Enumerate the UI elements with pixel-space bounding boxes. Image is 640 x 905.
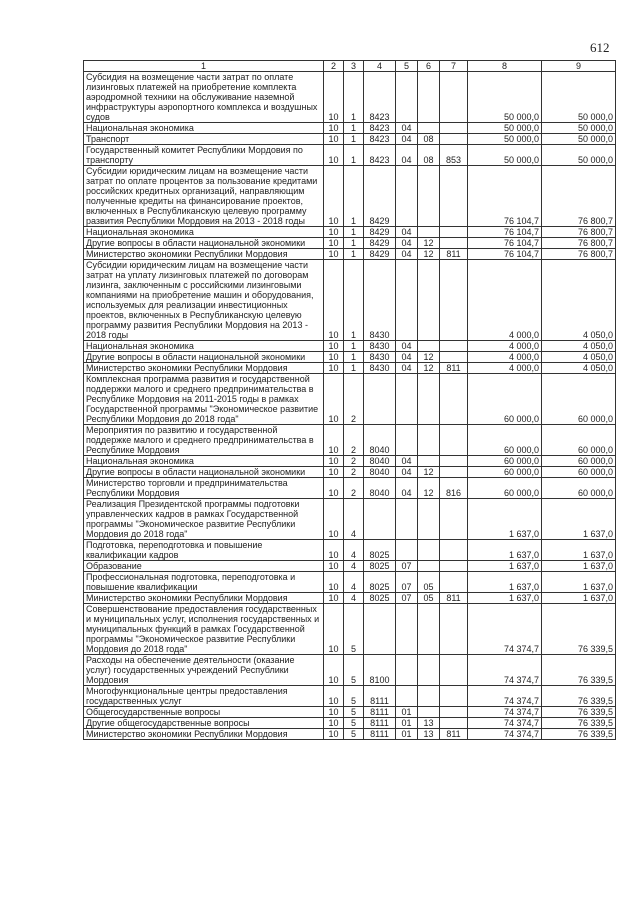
section-cell: 04 — [396, 123, 418, 134]
subsection-cell — [418, 540, 440, 561]
program-code-cell: 10 — [324, 707, 344, 718]
table-header-row — [84, 61, 616, 72]
ministry-code-cell — [440, 655, 468, 686]
table-row — [84, 72, 616, 123]
subsection-cell: 12 — [418, 467, 440, 478]
subsection-cell — [418, 374, 440, 425]
row-name-cell: Министерство экономики Республики Мордовия — [84, 729, 324, 740]
program-code-cell: 10 — [324, 561, 344, 572]
subsection-cell: 12 — [418, 478, 440, 499]
amount-year2-cell: 50 000,0 — [542, 72, 616, 123]
table-row — [84, 604, 616, 655]
subsection-cell: 13 — [418, 729, 440, 740]
row-name-cell: Субсидия на возмещение части затрат по оплате лизинговых платежей на приобретение комплекта аэродромной техники на обслуживание наземной инфраструктуры аэропортного комплекса и воздушных судов — [84, 72, 324, 123]
program-code-cell: 10 — [324, 123, 344, 134]
program-code-cell: 10 — [324, 467, 344, 478]
section-cell: 01 — [396, 707, 418, 718]
row-name-cell: Министерство экономики Республики Мордовия — [84, 593, 324, 604]
ministry-code-cell — [440, 572, 468, 593]
ministry-code-cell: 853 — [440, 145, 468, 166]
table-row — [84, 655, 616, 686]
ministry-code-cell — [440, 352, 468, 363]
section-cell — [396, 499, 418, 540]
amount-year1-cell: 74 374,7 — [468, 655, 542, 686]
subsection-cell — [418, 707, 440, 718]
ministry-code-cell — [440, 134, 468, 145]
program-code-cell: 10 — [324, 604, 344, 655]
subsection-cell — [418, 561, 440, 572]
section-cell: 04 — [396, 341, 418, 352]
amount-year2-cell: 60 000,0 — [542, 425, 616, 456]
target-code-cell: 8429 — [364, 227, 396, 238]
subprogram-code-cell: 5 — [344, 729, 364, 740]
subprogram-code-cell: 5 — [344, 718, 364, 729]
ministry-code-cell — [440, 499, 468, 540]
row-name-cell: Профессиональная подготовка, переподготовка и повышение квалификации — [84, 572, 324, 593]
program-code-cell: 10 — [324, 260, 344, 341]
program-code-cell: 10 — [324, 593, 344, 604]
ministry-code-cell — [440, 341, 468, 352]
amount-year2-cell: 50 000,0 — [542, 145, 616, 166]
section-cell: 07 — [396, 561, 418, 572]
amount-year1-cell: 1 637,0 — [468, 561, 542, 572]
target-code-cell: 8111 — [364, 686, 396, 707]
header-cell: 6 — [418, 61, 440, 72]
ministry-code-cell — [440, 425, 468, 456]
section-cell: 04 — [396, 134, 418, 145]
row-name-cell: Государственный комитет Республики Мордовия по транспорту — [84, 145, 324, 166]
section-cell — [396, 260, 418, 341]
ministry-code-cell — [440, 238, 468, 249]
amount-year1-cell: 4 000,0 — [468, 352, 542, 363]
program-code-cell: 10 — [324, 72, 344, 123]
amount-year2-cell: 60 000,0 — [542, 478, 616, 499]
section-cell — [396, 166, 418, 227]
table-row — [84, 363, 616, 374]
section-cell — [396, 540, 418, 561]
subsection-cell — [418, 72, 440, 123]
amount-year2-cell: 60 000,0 — [542, 467, 616, 478]
subsection-cell: 12 — [418, 249, 440, 260]
section-cell — [396, 655, 418, 686]
subprogram-code-cell: 1 — [344, 352, 364, 363]
program-code-cell: 10 — [324, 166, 344, 227]
amount-year1-cell: 60 000,0 — [468, 478, 542, 499]
subsection-cell — [418, 425, 440, 456]
subsection-cell: 12 — [418, 352, 440, 363]
amount-year2-cell: 76 800,7 — [542, 249, 616, 260]
subprogram-code-cell: 2 — [344, 456, 364, 467]
amount-year2-cell: 1 637,0 — [542, 540, 616, 561]
amount-year1-cell: 60 000,0 — [468, 374, 542, 425]
row-name-cell: Другие вопросы в области национальной экономики — [84, 467, 324, 478]
ministry-code-cell — [440, 166, 468, 227]
amount-year1-cell: 50 000,0 — [468, 72, 542, 123]
section-cell — [396, 374, 418, 425]
target-code-cell: 8025 — [364, 561, 396, 572]
table-row — [84, 123, 616, 134]
row-name-cell: Национальная экономика — [84, 341, 324, 352]
subsection-cell: 08 — [418, 145, 440, 166]
section-cell: 07 — [396, 593, 418, 604]
table-row — [84, 249, 616, 260]
amount-year1-cell: 50 000,0 — [468, 123, 542, 134]
section-cell — [396, 72, 418, 123]
row-name-cell: Министерство экономики Республики Мордовия — [84, 363, 324, 374]
amount-year2-cell: 76 339,5 — [542, 655, 616, 686]
row-name-cell: Расходы на обеспечение деятельности (оказание услуг) государственных учреждений Республики Мордовия — [84, 655, 324, 686]
subsection-cell: 12 — [418, 363, 440, 374]
subsection-cell — [418, 604, 440, 655]
amount-year2-cell: 4 050,0 — [542, 341, 616, 352]
subsection-cell — [418, 655, 440, 686]
target-code-cell — [364, 374, 396, 425]
table-row — [84, 341, 616, 352]
row-name-cell: Национальная экономика — [84, 123, 324, 134]
target-code-cell: 8430 — [364, 363, 396, 374]
ministry-code-cell — [440, 718, 468, 729]
table-row — [84, 227, 616, 238]
section-cell: 04 — [396, 456, 418, 467]
target-code-cell: 8040 — [364, 478, 396, 499]
section-cell: 04 — [396, 352, 418, 363]
table-row — [84, 729, 616, 740]
section-cell: 04 — [396, 363, 418, 374]
amount-year2-cell: 60 000,0 — [542, 456, 616, 467]
amount-year1-cell: 74 374,7 — [468, 604, 542, 655]
subprogram-code-cell: 4 — [344, 561, 364, 572]
table-row — [84, 499, 616, 540]
ministry-code-cell: 811 — [440, 729, 468, 740]
ministry-code-cell — [440, 561, 468, 572]
row-name-cell: Многофункциональные центры предоставления государственных услуг — [84, 686, 324, 707]
row-name-cell: Транспорт — [84, 134, 324, 145]
subprogram-code-cell: 2 — [344, 478, 364, 499]
program-code-cell: 10 — [324, 540, 344, 561]
amount-year2-cell: 4 050,0 — [542, 352, 616, 363]
ministry-code-cell — [440, 686, 468, 707]
subsection-cell — [418, 260, 440, 341]
target-code-cell: 8429 — [364, 166, 396, 227]
subsection-cell: 05 — [418, 593, 440, 604]
subprogram-code-cell: 1 — [344, 123, 364, 134]
target-code-cell: 8423 — [364, 72, 396, 123]
subprogram-code-cell: 1 — [344, 260, 364, 341]
table-row — [84, 166, 616, 227]
subsection-cell: 13 — [418, 718, 440, 729]
amount-year1-cell: 4 000,0 — [468, 260, 542, 341]
amount-year1-cell: 1 637,0 — [468, 593, 542, 604]
header-cell: 1 — [84, 61, 324, 72]
target-code-cell: 8423 — [364, 145, 396, 166]
target-code-cell: 8429 — [364, 238, 396, 249]
amount-year1-cell: 76 104,7 — [468, 238, 542, 249]
amount-year1-cell: 1 637,0 — [468, 572, 542, 593]
subprogram-code-cell: 4 — [344, 572, 364, 593]
section-cell: 04 — [396, 238, 418, 249]
section-cell: 04 — [396, 227, 418, 238]
program-code-cell: 10 — [324, 134, 344, 145]
target-code-cell — [364, 604, 396, 655]
table-row — [84, 467, 616, 478]
amount-year1-cell: 60 000,0 — [468, 456, 542, 467]
ministry-code-cell — [440, 467, 468, 478]
table-row — [84, 707, 616, 718]
program-code-cell: 10 — [324, 572, 344, 593]
header-cell: 3 — [344, 61, 364, 72]
amount-year1-cell: 74 374,7 — [468, 718, 542, 729]
section-cell: 04 — [396, 478, 418, 499]
header-cell: 2 — [324, 61, 344, 72]
row-name-cell: Мероприятия по развитию и государственной поддержке малого и среднего предпринимательства в Республике Мордовия — [84, 425, 324, 456]
program-code-cell: 10 — [324, 686, 344, 707]
program-code-cell: 10 — [324, 425, 344, 456]
ministry-code-cell — [440, 374, 468, 425]
ministry-code-cell — [440, 604, 468, 655]
table-row — [84, 478, 616, 499]
program-code-cell: 10 — [324, 718, 344, 729]
row-name-cell: Субсидии юридическим лицам на возмещение части затрат на уплату лизинговых платежей по договорам лизинга, заключенным с российскими лизинговыми компаниями на приобретение машин и оборудования, используемых для реализации инвестиционных проектов, включенных в Республиканскую целевую программу развития Республики Мордовия на 2013 - 2018 годы — [84, 260, 324, 341]
program-code-cell: 10 — [324, 729, 344, 740]
row-name-cell: Образование — [84, 561, 324, 572]
ministry-code-cell — [440, 260, 468, 341]
amount-year1-cell: 74 374,7 — [468, 729, 542, 740]
table-row — [84, 718, 616, 729]
program-code-cell: 10 — [324, 341, 344, 352]
amount-year1-cell: 76 104,7 — [468, 227, 542, 238]
target-code-cell: 8430 — [364, 341, 396, 352]
ministry-code-cell — [440, 707, 468, 718]
table-row — [84, 260, 616, 341]
row-name-cell: Субсидии юридическим лицам на возмещение части затрат по оплате процентов за пользование кредитами российских кредитных организаций, направляющим полученные кредиты на финансирование проектов, включенных в Республиканскую целевую программу развития Республики Мордовия на 2013 - 2018 годы — [84, 166, 324, 227]
subprogram-code-cell: 1 — [344, 72, 364, 123]
table-row — [84, 145, 616, 166]
table-row — [84, 593, 616, 604]
subprogram-code-cell: 1 — [344, 134, 364, 145]
program-code-cell: 10 — [324, 145, 344, 166]
amount-year1-cell: 74 374,7 — [468, 707, 542, 718]
subprogram-code-cell: 4 — [344, 540, 364, 561]
row-name-cell: Совершенствование предоставления государственных и муниципальных услуг, исполнения государственных и муниципальных функций в рамках Государственной программы "Экономическое развитие Республики Мордовия до 2018 года" — [84, 604, 324, 655]
table-row — [84, 352, 616, 363]
program-code-cell: 10 — [324, 352, 344, 363]
amount-year1-cell: 1 637,0 — [468, 499, 542, 540]
amount-year1-cell: 50 000,0 — [468, 134, 542, 145]
header-cell: 5 — [396, 61, 418, 72]
header-cell: 4 — [364, 61, 396, 72]
amount-year2-cell: 1 637,0 — [542, 593, 616, 604]
table-row — [84, 134, 616, 145]
subsection-cell: 05 — [418, 572, 440, 593]
table-row — [84, 572, 616, 593]
subprogram-code-cell: 1 — [344, 227, 364, 238]
amount-year1-cell: 60 000,0 — [468, 467, 542, 478]
section-cell: 04 — [396, 249, 418, 260]
section-cell: 04 — [396, 145, 418, 166]
section-cell — [396, 686, 418, 707]
subprogram-code-cell: 1 — [344, 249, 364, 260]
target-code-cell: 8430 — [364, 352, 396, 363]
amount-year2-cell: 76 339,5 — [542, 718, 616, 729]
header-cell: 7 — [440, 61, 468, 72]
amount-year2-cell: 76 339,5 — [542, 604, 616, 655]
ministry-code-cell — [440, 72, 468, 123]
amount-year2-cell: 50 000,0 — [542, 123, 616, 134]
ministry-code-cell — [440, 540, 468, 561]
target-code-cell: 8423 — [364, 123, 396, 134]
subprogram-code-cell: 1 — [344, 166, 364, 227]
table-row — [84, 238, 616, 249]
table-row — [84, 456, 616, 467]
target-code-cell: 8025 — [364, 572, 396, 593]
ministry-code-cell — [440, 123, 468, 134]
program-code-cell: 10 — [324, 499, 344, 540]
target-code-cell — [364, 499, 396, 540]
amount-year1-cell: 60 000,0 — [468, 425, 542, 456]
amount-year2-cell: 1 637,0 — [542, 572, 616, 593]
ministry-code-cell — [440, 227, 468, 238]
amount-year2-cell: 1 637,0 — [542, 499, 616, 540]
row-name-cell: Реализация Президентской программы подготовки управленческих кадров в рамках Государственной программы "Экономическое развитие Республики Мордовия до 2018 года" — [84, 499, 324, 540]
header-cell: 9 — [542, 61, 616, 72]
table-row — [84, 561, 616, 572]
target-code-cell: 8430 — [364, 260, 396, 341]
program-code-cell: 10 — [324, 456, 344, 467]
target-code-cell: 8025 — [364, 540, 396, 561]
row-name-cell: Национальная экономика — [84, 227, 324, 238]
page-number: 612 — [590, 40, 610, 55]
ministry-code-cell: 811 — [440, 249, 468, 260]
row-name-cell: Министерство экономики Республики Мордовия — [84, 249, 324, 260]
ministry-code-cell: 811 — [440, 363, 468, 374]
table-body — [84, 72, 616, 740]
row-name-cell: Другие общегосударственные вопросы — [84, 718, 324, 729]
subprogram-code-cell: 1 — [344, 341, 364, 352]
subprogram-code-cell: 2 — [344, 467, 364, 478]
subsection-cell — [418, 227, 440, 238]
target-code-cell: 8429 — [364, 249, 396, 260]
section-cell: 04 — [396, 467, 418, 478]
subprogram-code-cell: 4 — [344, 499, 364, 540]
section-cell: 01 — [396, 729, 418, 740]
amount-year2-cell: 50 000,0 — [542, 134, 616, 145]
row-name-cell: Министерство торговли и предпринимательства Республики Мордовия — [84, 478, 324, 499]
amount-year2-cell: 76 800,7 — [542, 166, 616, 227]
amount-year2-cell: 76 339,5 — [542, 686, 616, 707]
subsection-cell — [418, 686, 440, 707]
target-code-cell: 8100 — [364, 655, 396, 686]
target-code-cell: 8111 — [364, 729, 396, 740]
subprogram-code-cell: 1 — [344, 363, 364, 374]
amount-year2-cell: 76 800,7 — [542, 227, 616, 238]
row-name-cell: Другие вопросы в области национальной экономики — [84, 352, 324, 363]
subsection-cell — [418, 456, 440, 467]
subprogram-code-cell: 2 — [344, 374, 364, 425]
program-code-cell: 10 — [324, 227, 344, 238]
program-code-cell: 10 — [324, 249, 344, 260]
amount-year2-cell: 4 050,0 — [542, 260, 616, 341]
program-code-cell: 10 — [324, 655, 344, 686]
subprogram-code-cell: 1 — [344, 145, 364, 166]
subprogram-code-cell: 5 — [344, 655, 364, 686]
subsection-cell: 08 — [418, 134, 440, 145]
header-cell: 8 — [468, 61, 542, 72]
target-code-cell: 8423 — [364, 134, 396, 145]
amount-year2-cell: 76 339,5 — [542, 729, 616, 740]
subsection-cell — [418, 166, 440, 227]
budget-table — [83, 60, 616, 740]
target-code-cell: 8040 — [364, 425, 396, 456]
subprogram-code-cell: 5 — [344, 686, 364, 707]
section-cell — [396, 425, 418, 456]
table-row — [84, 425, 616, 456]
ministry-code-cell: 811 — [440, 593, 468, 604]
subprogram-code-cell: 4 — [344, 593, 364, 604]
program-code-cell: 10 — [324, 238, 344, 249]
ministry-code-cell — [440, 456, 468, 467]
subprogram-code-cell: 2 — [344, 425, 364, 456]
section-cell — [396, 604, 418, 655]
table-row — [84, 686, 616, 707]
amount-year2-cell: 76 800,7 — [542, 238, 616, 249]
amount-year1-cell: 76 104,7 — [468, 166, 542, 227]
subsection-cell — [418, 341, 440, 352]
amount-year2-cell: 76 339,5 — [542, 707, 616, 718]
table-row — [84, 540, 616, 561]
row-name-cell: Общегосударственные вопросы — [84, 707, 324, 718]
section-cell: 07 — [396, 572, 418, 593]
row-name-cell: Национальная экономика — [84, 456, 324, 467]
amount-year1-cell: 74 374,7 — [468, 686, 542, 707]
subprogram-code-cell: 5 — [344, 604, 364, 655]
target-code-cell: 8111 — [364, 718, 396, 729]
amount-year1-cell: 50 000,0 — [468, 145, 542, 166]
amount-year2-cell: 60 000,0 — [542, 374, 616, 425]
target-code-cell: 8040 — [364, 456, 396, 467]
target-code-cell: 8025 — [364, 593, 396, 604]
amount-year1-cell: 4 000,0 — [468, 341, 542, 352]
subsection-cell — [418, 499, 440, 540]
amount-year1-cell: 1 637,0 — [468, 540, 542, 561]
subprogram-code-cell: 5 — [344, 707, 364, 718]
ministry-code-cell: 816 — [440, 478, 468, 499]
subsection-cell: 12 — [418, 238, 440, 249]
amount-year2-cell: 1 637,0 — [542, 561, 616, 572]
target-code-cell: 8111 — [364, 707, 396, 718]
program-code-cell: 10 — [324, 363, 344, 374]
subsection-cell — [418, 123, 440, 134]
target-code-cell: 8040 — [364, 467, 396, 478]
row-name-cell: Другие вопросы в области национальной экономики — [84, 238, 324, 249]
subprogram-code-cell: 1 — [344, 238, 364, 249]
amount-year1-cell: 4 000,0 — [468, 363, 542, 374]
row-name-cell: Комплексная программа развития и государственной поддержки малого и среднего предпринимательства в Республике Мордовия на 2011-2015 годы в рамках Государственной программы "Экономическое развитие Республики Мордовия до 2018 года" — [84, 374, 324, 425]
program-code-cell: 10 — [324, 374, 344, 425]
amount-year2-cell: 4 050,0 — [542, 363, 616, 374]
program-code-cell: 10 — [324, 478, 344, 499]
amount-year1-cell: 76 104,7 — [468, 249, 542, 260]
section-cell: 01 — [396, 718, 418, 729]
table-row — [84, 374, 616, 425]
row-name-cell: Подготовка, переподготовка и повышение квалификации кадров — [84, 540, 324, 561]
